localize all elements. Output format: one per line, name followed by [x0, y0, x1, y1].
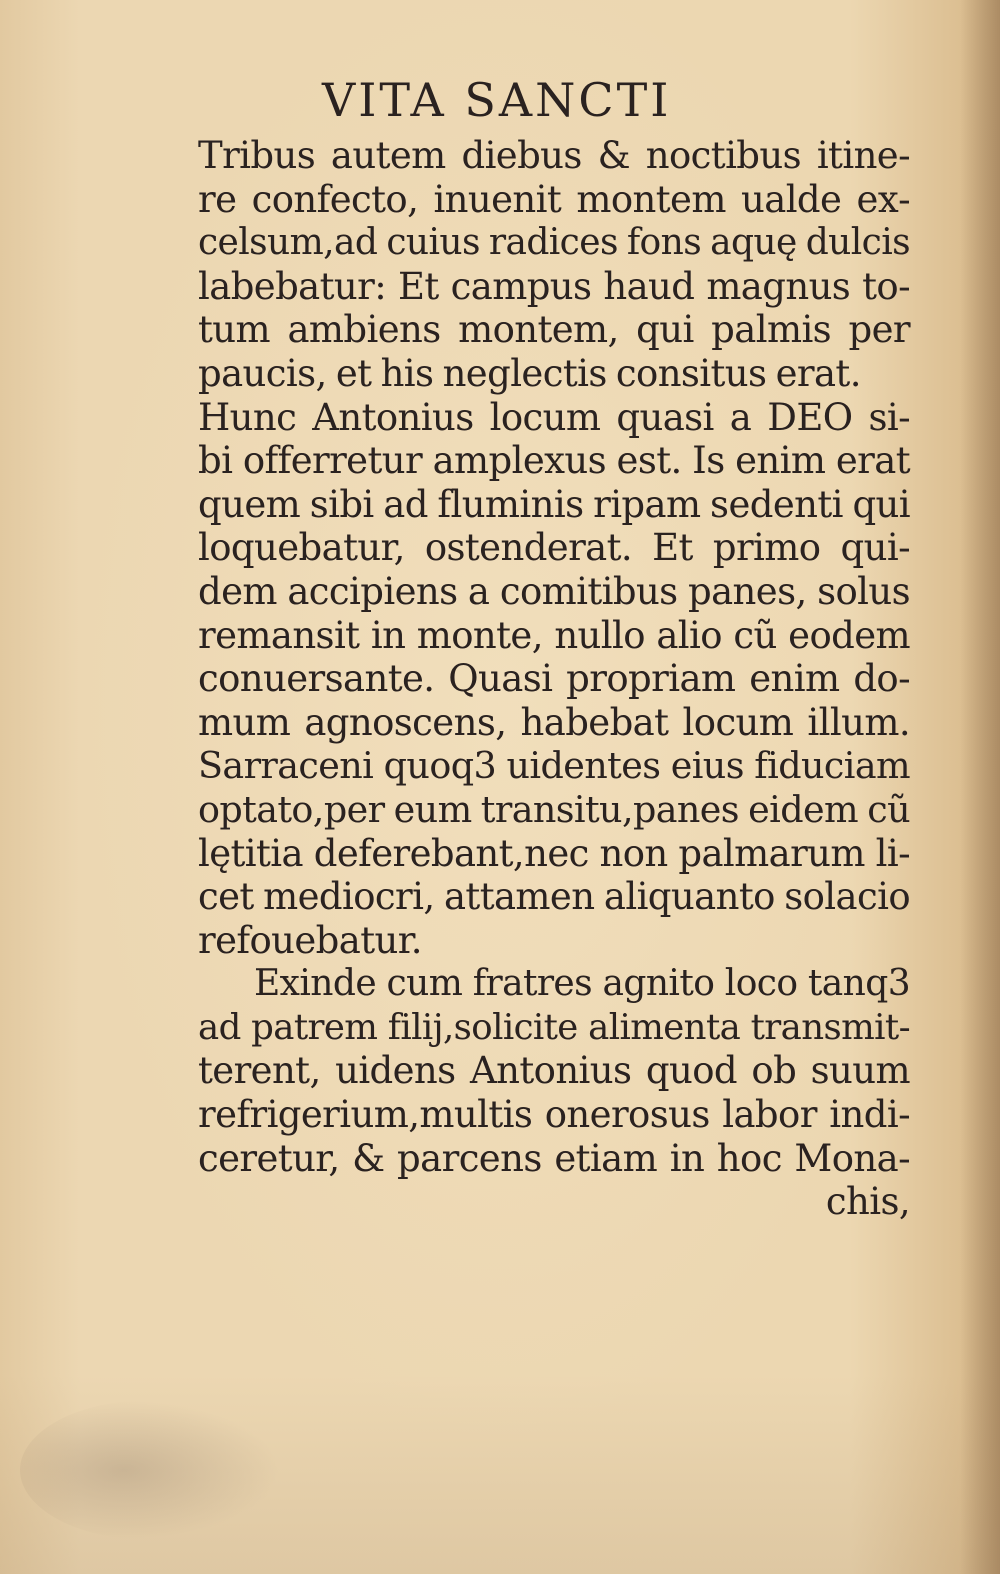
- text-line: Sarraceni quoq3 uidentes eius fiduciam: [198, 744, 910, 788]
- page-edge-shadow: [960, 0, 1000, 1574]
- catchword: chis,: [825, 1180, 910, 1224]
- text-line: refouebatur.: [198, 918, 422, 962]
- text-line: re confecto, inuenit montem ualde ex‑: [198, 177, 910, 221]
- text-line: refrigerium,multis onerosus labor indi‑: [198, 1093, 910, 1137]
- text-line: quem sibi ad fluminis ripam sedenti qui: [198, 482, 910, 526]
- text-line: ceretur, & parcens etiam in hoc Mona‑: [198, 1136, 910, 1180]
- text-line: optato,per eum transitu,panes eidem cũ: [198, 787, 910, 831]
- text-line: Exinde cum fratres agnito loco tanq3: [254, 963, 910, 1005]
- text-line: Tribus autem diebus & noctibus itine‑: [198, 134, 910, 177]
- text-line: mum agnoscens, habebat locum illum.: [198, 700, 910, 744]
- text-block: [198, 134, 910, 1224]
- text-line: terent, uidens Antonius quod ob suum: [198, 1049, 910, 1093]
- page-stain: [20, 1400, 280, 1540]
- text-line: ad patrem filij,solicite alimenta transmit‑: [198, 1006, 910, 1048]
- text-line: cet mediocri, attamen aliquanto solacio: [198, 875, 910, 919]
- text-line: Hunc Antonius locum quasi a DEO si‑: [198, 395, 910, 439]
- text-line: bi offerretur amplexus est. Is enim erat: [198, 439, 910, 483]
- text-line: dem accipiens a comitibus panes, solus: [198, 569, 910, 613]
- text-line: conuersante. Quasi propriam enim do‑: [198, 657, 910, 701]
- text-line: remansit in monte, nullo alio cũ eodem: [198, 613, 910, 657]
- text-line: celsum,ad cuius radices fons aquę dulcis: [198, 222, 910, 264]
- text-line: tum ambiens montem, qui palmis per: [198, 308, 910, 352]
- text-line: paucis, et his neglectis consitus erat.: [198, 351, 861, 395]
- text-line: loquebatur, ostenderat. Et primo qui‑: [198, 526, 910, 570]
- running-head: VITA SANCTI: [322, 73, 672, 127]
- text-line: labebatur: Et campus haud magnus to‑: [198, 264, 910, 308]
- text-line: lętitia deferebant,nec non palmarum li‑: [198, 831, 910, 875]
